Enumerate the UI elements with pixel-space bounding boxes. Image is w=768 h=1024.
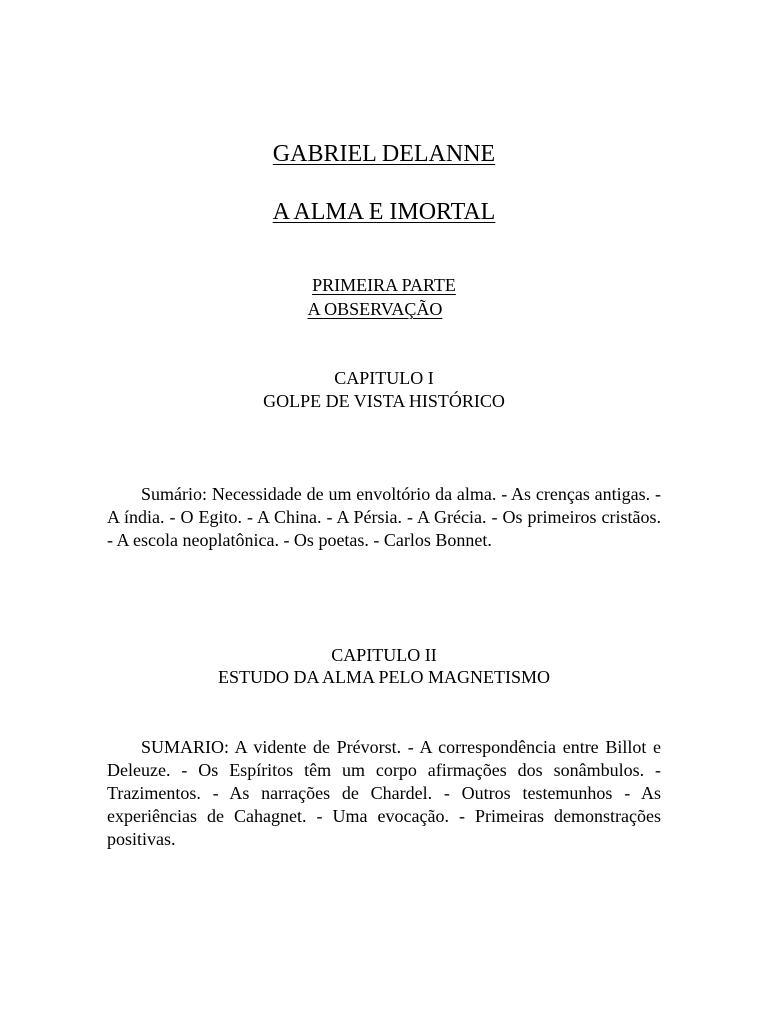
chapter-2-number: CAPITULO II [331, 645, 437, 665]
part-name [0, 299, 759, 320]
part-name-text: A OBSERVAÇÃO [307, 299, 443, 319]
book-title [0, 199, 768, 226]
chapter-2-title: ESTUDO DA ALMA PELO MAGNETISMO [217, 667, 550, 687]
part-number-text: PRIMEIRA PARTE [312, 275, 456, 295]
chapter-2-summary: SUMARIO: A vidente de Prévorst. - A correspondência entre Billot e Deleuze. - Os Espíritos têm um corpo afirmações dos sonâmbulos. - Trazimentos. - As narrações de Chardel. - Outros testemunhos - As experiências de Cahagnet. - Uma evocação. - Primeiras demonstrações positivas. [107, 737, 661, 849]
chapter-1-title: GOLPE DE VISTA HISTÓRICO [263, 391, 505, 411]
chapter-1-number: CAPITULO I [334, 368, 434, 388]
author-name: GABRIEL DELANNE [272, 141, 496, 167]
author-heading [0, 141, 768, 168]
part-number [0, 275, 768, 296]
chapter-1-summary: Sumário: Necessidade de um envoltório da alma. - As crenças antigas. - A índia. - O Egito. - A China. - A Pérsia. - A Grécia. - Os primeiros cristãos. - A escola neoplatônica. - Os poetas. - Carlos Bonnet. [107, 484, 661, 550]
book-title-text: A ALMA E IMORTAL [272, 199, 496, 225]
